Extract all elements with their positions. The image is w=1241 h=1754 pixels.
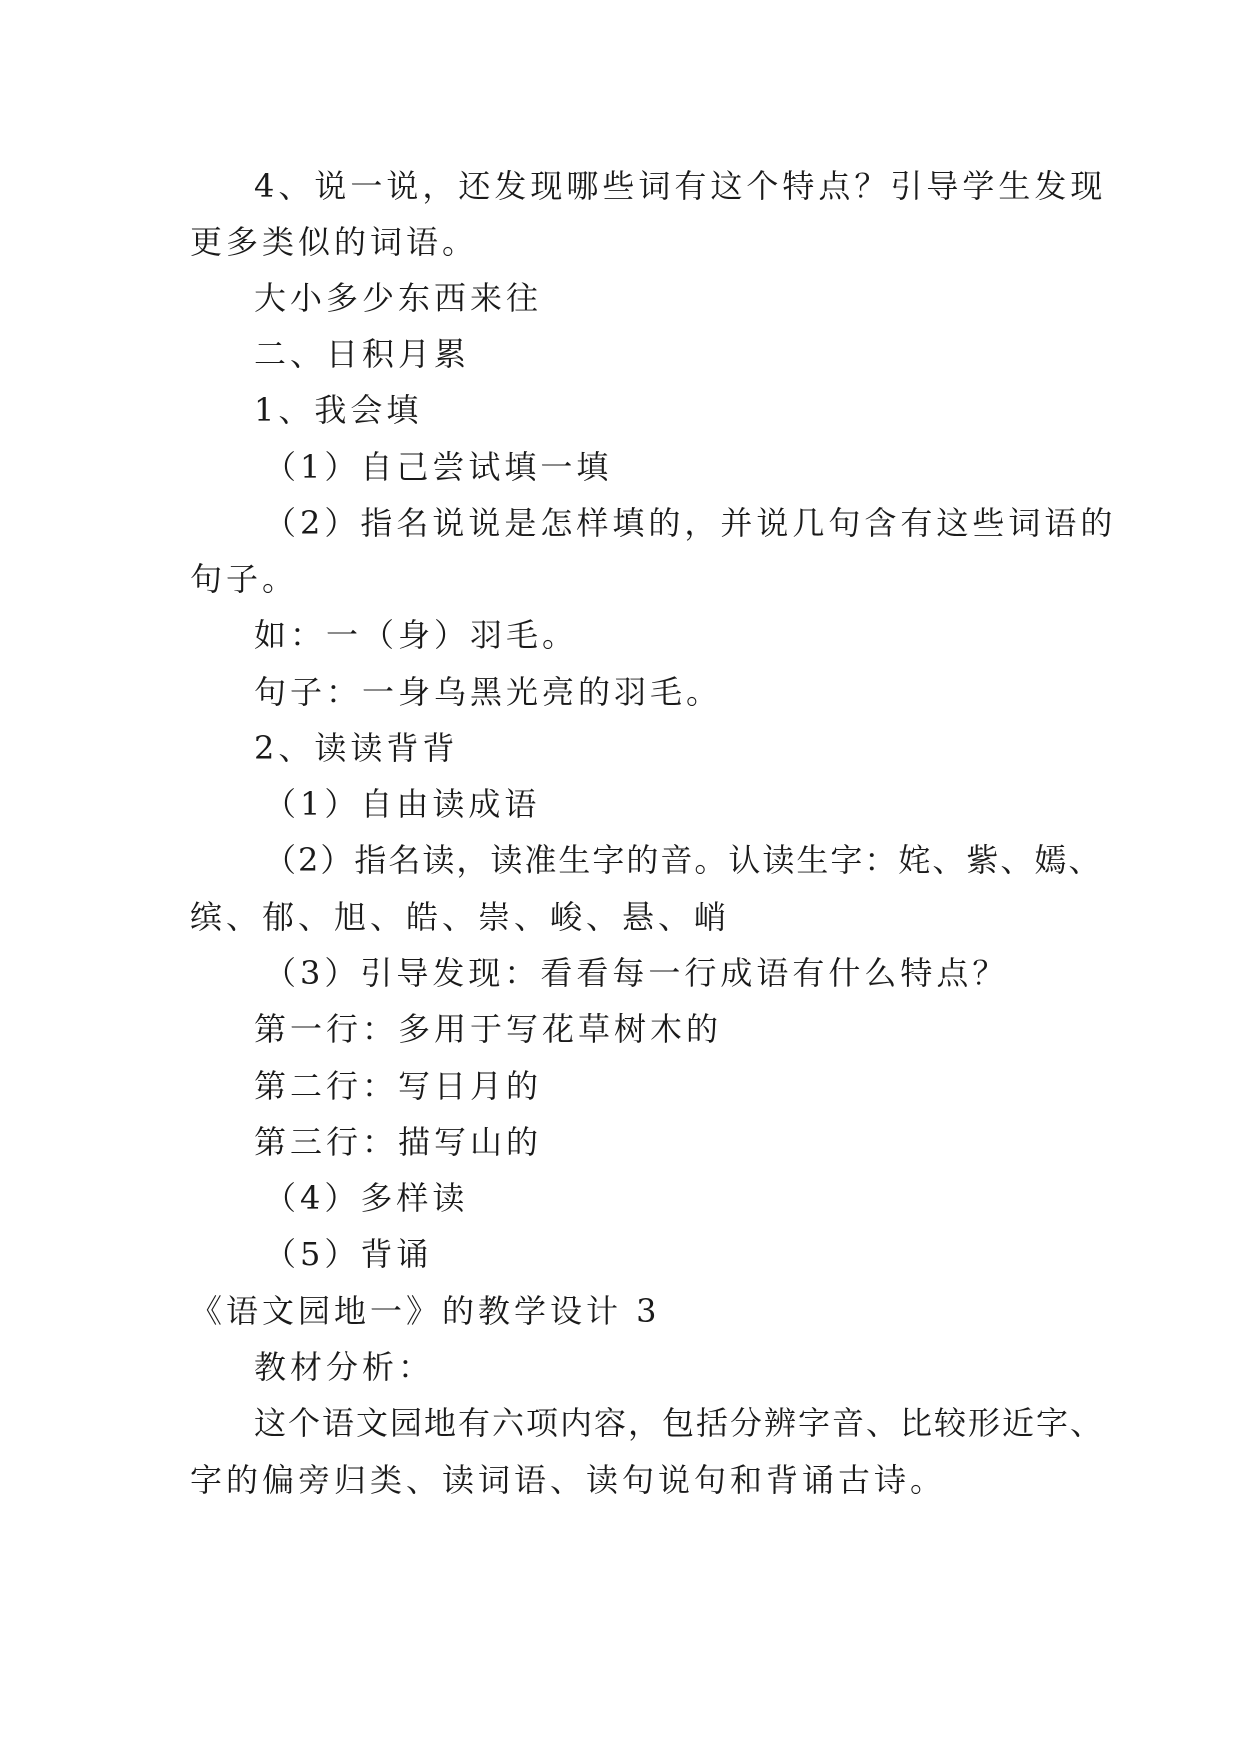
text-line: （4）多样读 xyxy=(264,1179,469,1217)
document-title: 《语文园地一》的教学设计 3 xyxy=(190,1292,661,1330)
text-line: （5）背诵 xyxy=(264,1235,433,1273)
text-line: 字的偏旁归类、读词语、读句说句和背诵古诗。 xyxy=(190,1461,947,1499)
text-line: 第二行：写日月的 xyxy=(254,1067,543,1105)
text-line: 缤、郁、旭、皓、崇、峻、悬、峭 xyxy=(190,898,731,936)
text-line: 4、说一说，还发现哪些词有这个特点？引导学生发现 xyxy=(254,167,1107,205)
text-line: （1）自由读成语 xyxy=(264,785,541,823)
subsection-heading: 1、我会填 xyxy=(254,391,423,429)
text-line: 句子。 xyxy=(190,560,299,598)
text-line: 第三行：描写山的 xyxy=(254,1123,543,1161)
text-line: （2）指名说说是怎样填的，并说几句含有这些词语的 xyxy=(264,504,1117,542)
text-line: 更多类似的词语。 xyxy=(190,223,479,261)
text-line: 如：一（身）羽毛。 xyxy=(254,616,579,654)
text-line: 第一行：多用于写花草树木的 xyxy=(254,1010,723,1048)
text-line: （1）自己尝试填一填 xyxy=(264,448,613,486)
text-line: （2）指名读，读准生字的音。认读生字：姹、紫、嫣、 xyxy=(264,841,1103,879)
section-heading: 二、日积月累 xyxy=(254,335,471,373)
text-line: 这个语文园地有六项内容，包括分辨字音、比较形近字、 xyxy=(254,1404,1105,1442)
subsection-heading: 2、读读背背 xyxy=(254,729,459,767)
text-line: （3）引导发现：看看每一行成语有什么特点？ xyxy=(264,954,1009,992)
text-line: 句子：一身乌黑光亮的羽毛。 xyxy=(254,673,723,711)
section-heading: 教材分析： xyxy=(254,1348,435,1386)
text-line: 大小多少东西来往 xyxy=(254,279,543,317)
